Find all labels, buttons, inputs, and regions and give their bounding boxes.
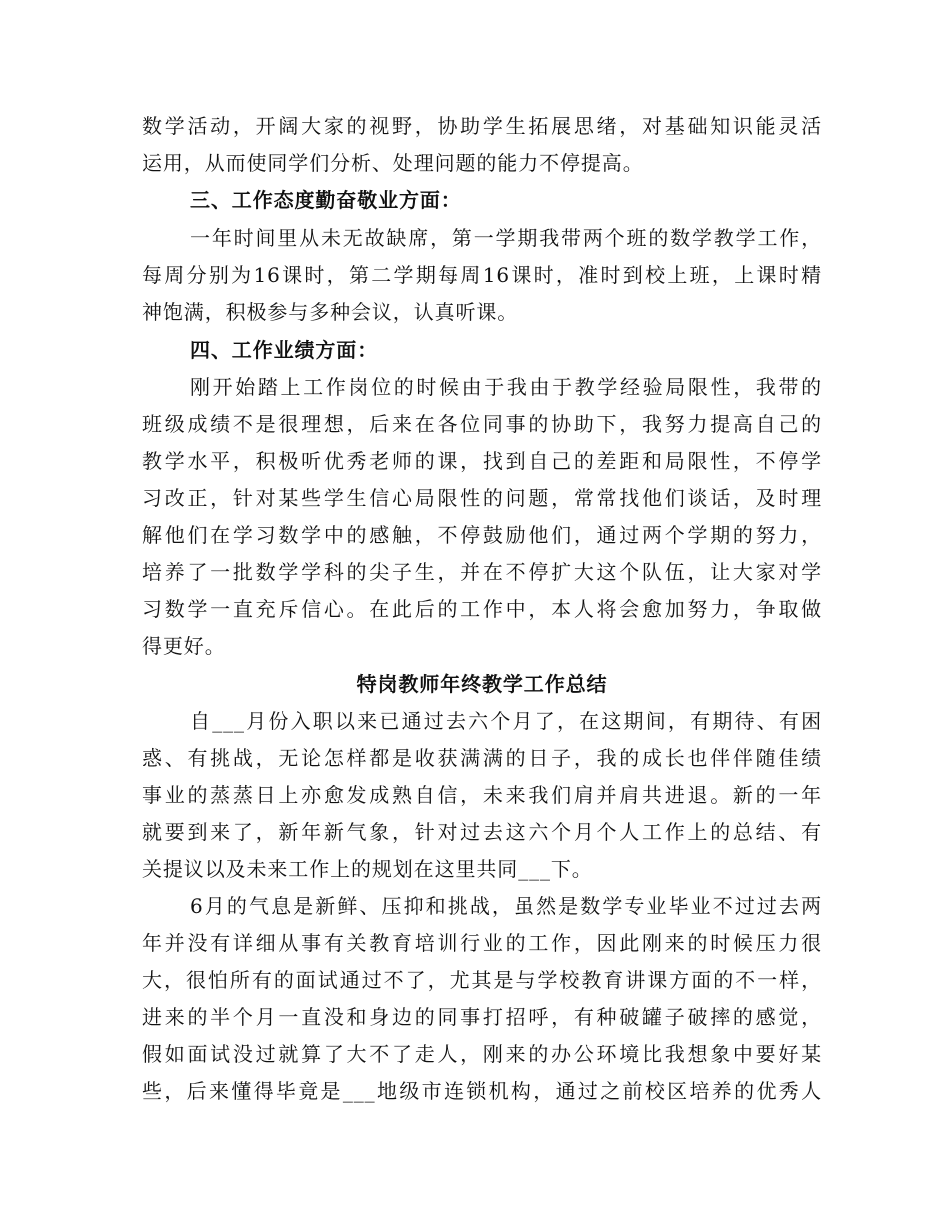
section-heading-work-attitude: 三、工作态度勤奋敬业方面： <box>190 188 462 212</box>
paragraph-line: 培养了一批数学学科的尖子生，并在不停扩大这个队伍，让大家对学 <box>142 560 822 584</box>
paragraph-line: 事业的蒸蒸日上亦愈发成熟自信，未来我们肩并肩共进退。新的一年 <box>142 783 822 807</box>
paragraph-line: 惑、有挑战，无论怎样都是收获满满的日子，我的成长也伴伴随佳绩 <box>142 746 822 770</box>
paragraph-line: 习改正，针对某些学生信心局限性的问题，常常找他们谈话，及时理 <box>142 486 822 510</box>
paragraph-line: 运用，从而使同学们分析、处理问题的能力不停提高。 <box>142 151 644 175</box>
section-heading-work-performance: 四、工作业绩方面： <box>190 338 379 362</box>
paragraph-line: 每周分别为16课时，第二学期每周16课时，准时到校上班，上课时精 <box>142 263 822 287</box>
paragraph-line: 些，后来懂得毕竟是___地级市连锁机构，通过之前校区培养的优秀人 <box>142 1079 822 1103</box>
paragraph-line: 自___月份入职以来已通过去六个月了，在这期间，有期待、有困 <box>190 709 822 733</box>
paragraph-line: 年并没有详细从事有关教育培训行业的工作，因此刚来的时候压力很 <box>142 931 822 955</box>
paragraph-line: 教学水平，积极听优秀老师的课，找到自己的差距和局限性，不停学 <box>142 449 822 473</box>
paragraph-line: 关提议以及未来工作上的规划在这里共同___下。 <box>142 857 593 881</box>
paragraph-line: 大，很怕所有的面试通过不了，尤其是与学校教育讲课方面的不一样， <box>142 968 822 992</box>
paragraph-line: 神饱满，积极参与多种会议，认真听课。 <box>142 300 519 324</box>
paragraph-line: 6月的气息是新鲜、压抑和挑战，虽然是数学专业毕业不过过去两 <box>190 894 822 918</box>
paragraph-line: 习数学一直充斥信心。在此后的工作中，本人将会愈加努力，争取做 <box>142 597 822 621</box>
paragraph-line: 得更好。 <box>142 634 226 658</box>
paragraph-line: 一年时间里从未无故缺席，第一学期我带两个班的数学教学工作， <box>190 226 822 250</box>
paragraph-line: 刚开始踏上工作岗位的时候由于我由于教学经验局限性，我带的 <box>190 375 822 399</box>
paragraph-line: 假如面试没过就算了大不了走人，刚来的办公环境比我想象中要好某 <box>142 1042 822 1066</box>
paragraph-line: 就要到来了，新年新气象，针对过去这六个月个人工作上的总结、有 <box>142 820 822 844</box>
paragraph-line: 进来的半个月一直没和身边的同事打招呼，有种破罐子破摔的感觉， <box>142 1005 822 1029</box>
paragraph-line: 班级成绩不是很理想，后来在各位同事的协助下，我努力提高自己的 <box>142 412 822 436</box>
paragraph-line: 解他们在学习数学中的感触，不停鼓励他们，通过两个学期的努力， <box>142 523 822 547</box>
document-title: 特岗教师年终教学工作总结 <box>356 672 608 696</box>
paragraph-line: 数学活动，开阔大家的视野，协助学生拓展思绪，对基础知识能灵活 <box>142 114 822 138</box>
